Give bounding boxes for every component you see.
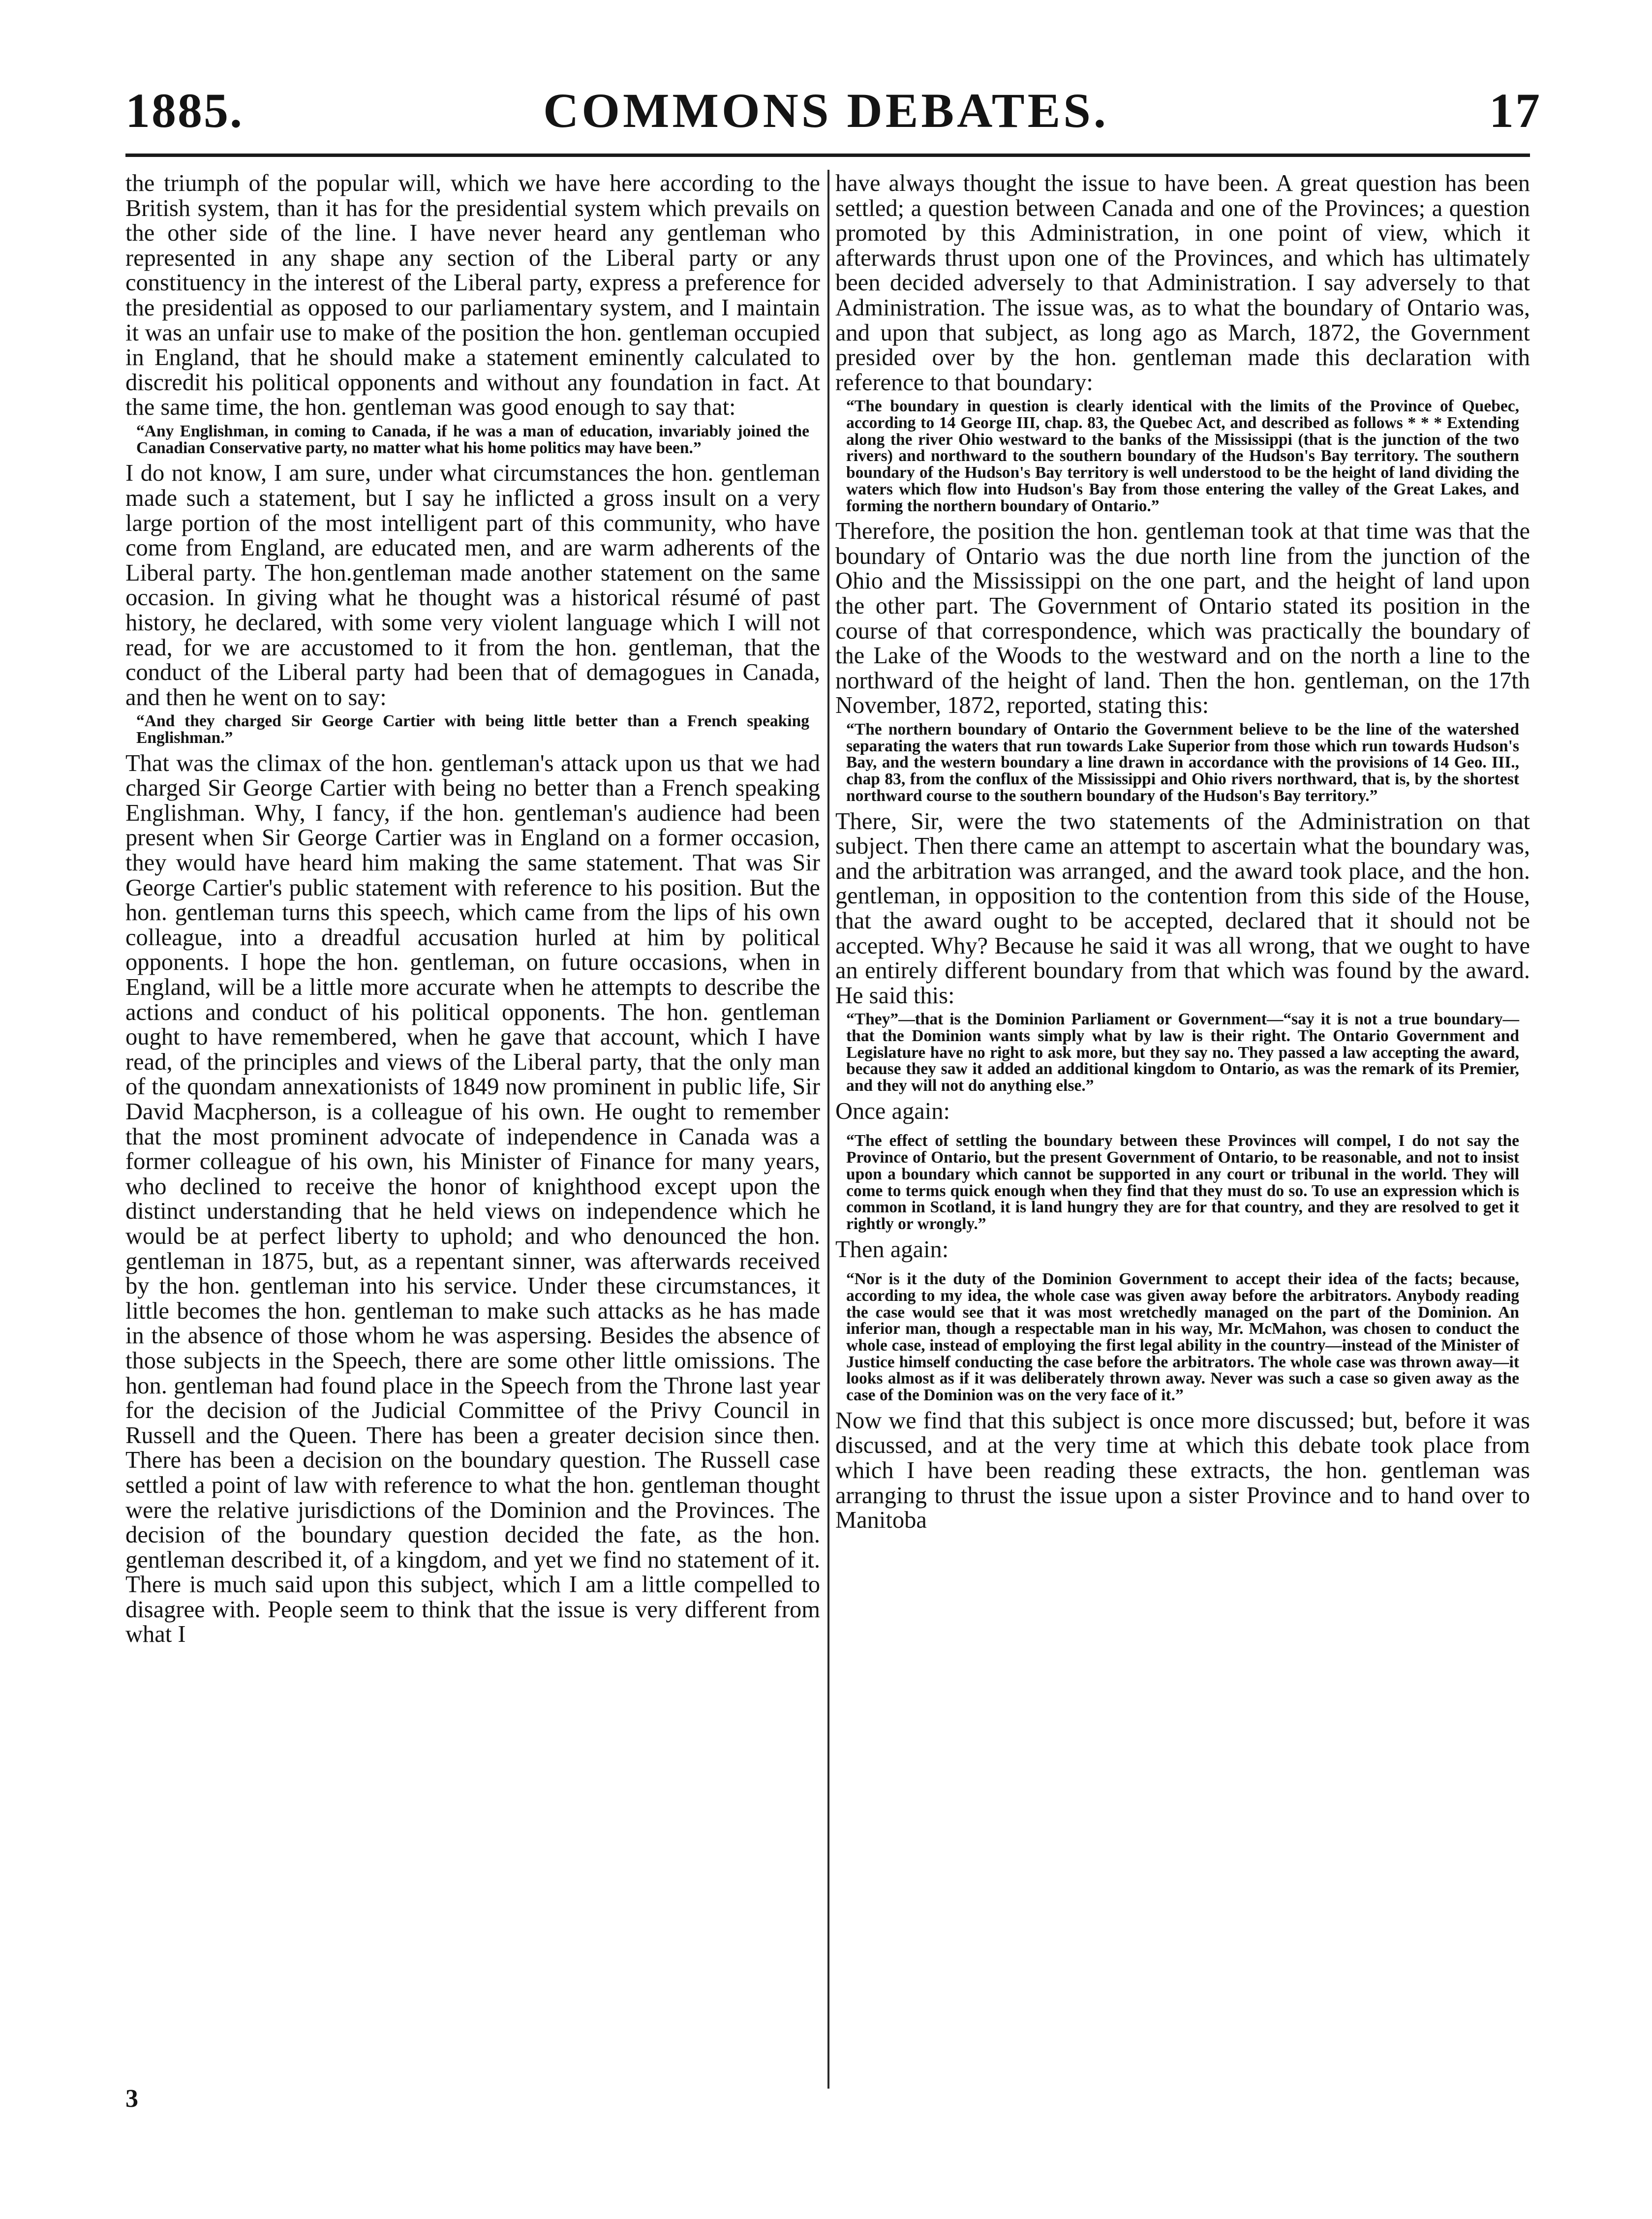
header-year: 1885. xyxy=(125,83,244,138)
column-divider xyxy=(827,170,829,2089)
left-quotation-1: “Any Englishman, in coming to Canada, if he was a man of education, invariably joined the Canadian Conservative party, no matter what his home politics may have been.” xyxy=(136,422,809,457)
left-quotation-2: “And they charged Sir George Cartier with being little better than a French speaking Englishman.” xyxy=(136,712,809,747)
right-quotation-3: “They”—that is the Dominion Parliament or Government—“say it is not a true boundary—that the Dominion wants simply what by law is their right. The Ontario Government and Legislature have no right to ask more, but they say no. They passed a law accepting the award, because they saw it added an additional kingdom to Ontario, as was the remark of its Premier, and they will not do anything else.” xyxy=(846,1010,1519,1095)
right-paragraph-1: have always thought the issue to have been. A great question has been settled; a question between Canada and one of the Provinces; a question promoted by this Administration, in one point of view, which it afterwards thrust upon one of the Provinces, and which has ultimately been decided adversely to that Administration. I say adversely to that Administration. The issue was, as to what the boundary of Ontario was, and upon that subject, as long ago as March, 1872, the Government presided over by the hon. gentleman made this declaration with reference to that boundary: xyxy=(835,170,1530,396)
left-column xyxy=(125,171,820,1647)
right-paragraph-3: There, Sir, were the two statements of the Administration on that subject. Then there came an attempt to ascertain what the boundary was, and the arbitration was arranged, and the award took place, and the hon. gentleman, in opposition to the contention from this side of the House, that the award ought to be accepted, declared that it should not be accepted. Why? Because he said it was all wrong, that we ought to have an entirely different boundary from that which was found by the award. He said this: xyxy=(835,808,1530,1009)
right-quotation-4: “The effect of settling the boundary between these Provinces will compel, I do not say the Province of Ontario, but the present Government of Ontario, to be reasonable, and not to insist upon a boundary which cannot be supported in any court or tribunal in the world. They will come to terms quick enough when they find that they must do so. To use an expression which is common in Scotland, it is land hungry they are for that country, and they are resolved to get it rightly or wrongly.” xyxy=(846,1132,1519,1233)
right-quotation-5: “Nor is it the duty of the Dominion Government to accept their idea of the facts; because, according to my idea, the whole case was given away before the arbitrators. Anybody reading the case would see that it was most wretchedly managed on the part of the Dominion. An inferior man, though a respectable man in his way, Mr. McMahon, was chosen to conduct the whole case, instead of employing the first legal ability in the country—instead of the Minister of Justice himself conducting the case before the arbitrators. The whole case was thrown away—it looks almost as if it was deliberately thrown away. Never was such a case so given away as the case of the Dominion was on the very face of it.” xyxy=(846,1270,1519,1405)
signature-mark: 3 xyxy=(125,2085,138,2113)
right-label-then-again: Then again: xyxy=(835,1236,949,1263)
right-label-once-again: Once again: xyxy=(835,1098,950,1124)
right-quotation-1: “The boundary in question is clearly identical with the limits of the Province of Quebec, according to 14 George III, chap. 83, the Quebec Act, and described as follows * * * Extending along the river Ohio westward to the banks of the Mississippi (that is the junction of the two rivers) and northward to the southern boundary of the Hudson's Bay territory. The southern boundary of the Hudson's Bay territory is well understood to be the height of land dividing the waters which flow into Hudson's Bay from those entering the valley of the Great Lakes, and forming the northern boundary of Ontario.” xyxy=(846,397,1519,515)
right-column xyxy=(835,171,1530,1533)
left-paragraph-1: the triumph of the popular will, which we have here according to the British system, than it has for the presidential system which prevails on the other side of the line. I have never heard any gentleman who represented in any shape any section of the Liberal party or any constituency in the interest of the Liberal party, express a preference for the presidential as opposed to our parliamentary system, and I maintain it was an unfair use to make of the position the hon. gentleman occupied in England, that he should make a statement eminently calculated to discredit his political opponents and without any foundation in fact. At the same time, the hon. gentleman was good enough to say that: xyxy=(125,170,820,421)
page-title: COMMONS DEBATES. xyxy=(543,83,1109,138)
header-rule xyxy=(125,154,1530,157)
right-quotation-2: “The northern boundary of Ontario the Government believe to be the line of the watershed separating the waters that run towards Lake Superior from those which run towards Hudson's Bay, and the western boundary a line drawn in accordance with the provisions of 14 Geo. III., chap 83, from the conflux of the Mississippi and Ohio rivers northward, that is, by the shortest northward course to the southern boundary of the Hudson's Bay territory.” xyxy=(846,720,1519,805)
right-paragraph-4: Now we find that this subject is once more discussed; but, before it was discussed, and at the very time at which this debate took place from which I have been reading these extracts, the hon. gentleman was arranging to thrust the issue upon a sister Province and to hand over to Manitoba xyxy=(835,1407,1530,1534)
page-number: 17 xyxy=(1489,83,1541,138)
right-paragraph-2: Therefore, the position the hon. gentleman took at that time was that the boundary of Ontario was the due north line from the junction of the Ohio and the Mississippi on the one part, and the height of land upon the other part. The Government of Ontario stated its position in the course of that correspondence, which was practically the boundary of the Lake of the Woods to the westward and on the north a line to the northward of the height of land. Then the hon. gentleman, on the 17th November, 1872, reported, stating this: xyxy=(835,518,1530,719)
left-paragraph-3: That was the climax of the hon. gentleman's attack upon us that we had charged Sir George Cartier with being no better than a French speaking Englishman. Why, I fancy, if the hon. gentleman's audience had been present when Sir George Cartier was in England on a former occasion, they would have heard him making the same statement. That was Sir George Cartier's public statement with reference to his position. But the hon. gentleman turns this speech, which came from the lips of his own colleague, into a dreadful accusation hurled at him by political opponents. I hope the hon. gentleman, on future occasions, when in England, will be a little more accurate when he attempts to describe the actions and conduct of his political opponents. The hon. gentleman ought to have remembered, when he gave that account, which I have read, of the principles and views of the Liberal party, that the only man of the quondam annexationists of 1849 now prominent in public life, Sir David Macpherson, is a colleague of his own. He ought to remember that the most prominent advocate of independence in Canada was a former colleague of his own, his Minister of Finance for many years, who declined to receive the honor of knighthood except upon the distinct understanding that he held views on independence which he would be at perfect liberty to uphold; and who denounced the hon. gentleman in 1875, but, as a repentant sinner, was afterwards received by the hon. gentleman into his service. Under these circumstances, it little becomes the hon. gentleman to make such attacks as he has made in the absence of those whom he was aspersing. Besides the absence of those subjects in the Speech, there are some other little omissions. The hon. gentleman had found place in the Speech from the Throne last year for the decision of the Judicial Committee of the Privy Council in Russell and the Queen. There has been a greater decision since then. There has been a decision on the boundary question. The Russell case settled a point of law with reference to what the hon. gentleman thought were the relative jurisdictions of the Dominion and the Provinces. The decision of the boundary question decided the fate, as the hon. gentleman described it, of a kingdom, and yet we find no statement of it. There is much said upon this subject, which I am a little compelled to disagree with. People seem to think that the issue is very different from what I xyxy=(125,750,820,1648)
left-paragraph-2: I do not know, I am sure, under what circumstances the hon. gentleman made such a statement, but I say he inflicted a gross insult on a very large portion of the most intelligent part of this community, who have come from England, are educated men, and are warm adherents of the Liberal party. The hon.gentleman made another statement on the same occasion. In giving what he thought was a historical résumé of past history, he declared, with some very violent language which I will not read, for we are accustomed to it from the hon. gentleman, that the conduct of the Liberal party had been that of demagogues in Canada, and then he went on to say: xyxy=(125,460,820,710)
